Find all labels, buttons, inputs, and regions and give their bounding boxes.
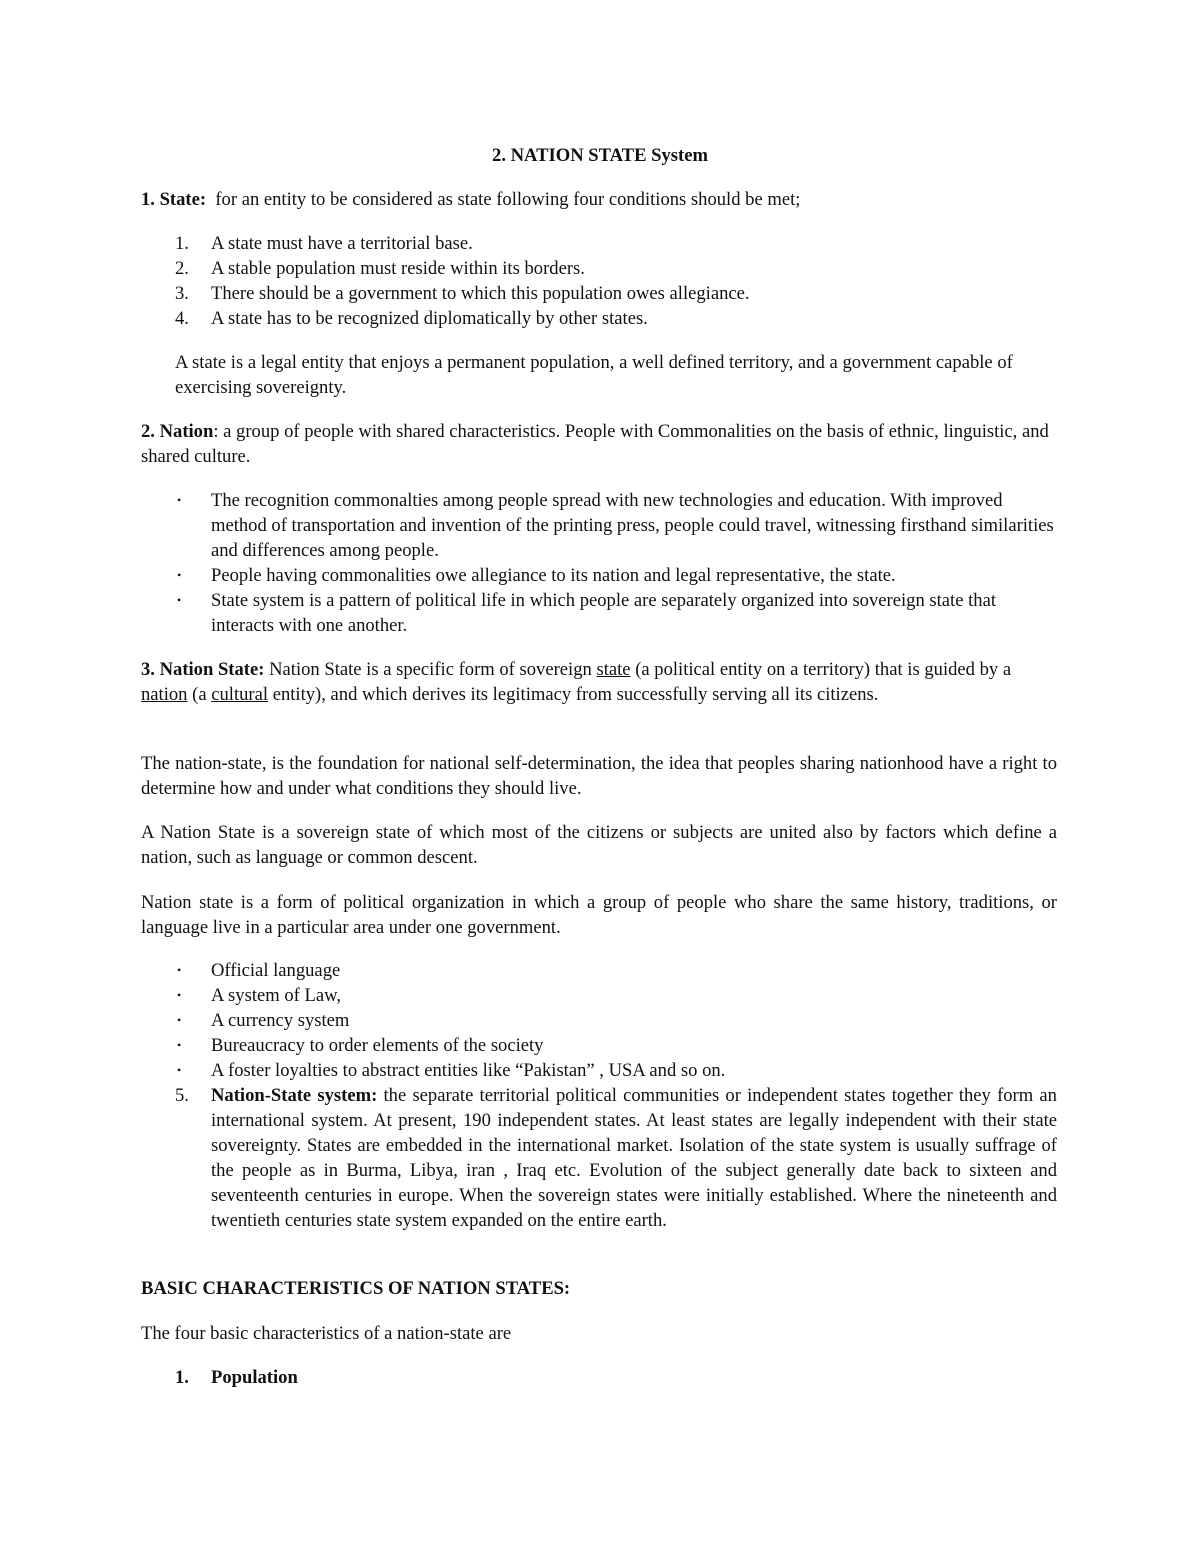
list-item	[141, 1365, 1057, 1390]
nation-state-system-text: the separate territorial political communities or independent states together they form an international system. At present, 190 independent states. At least states are legally independent with their state sovereignty. States are embedded in the international market. Isolation of the state system is usually suffrage of the people as in Burma, Libya, iran , Iraq etc. Evolution of the subject generally date back to sixteen and seventeenth centuries in europe. When the sovereign states were initially established. Where the nineteenth and twentieth centuries state system expanded on the entire earth.	[211, 1085, 1057, 1231]
nation-heading: 2. Nation	[141, 421, 214, 442]
list-item	[141, 306, 1057, 331]
text-run: entity), and which derives its legitimacy from successfully serving all its citizens.	[272, 684, 879, 705]
list-item	[141, 588, 1057, 638]
bullet-icon: •	[177, 988, 182, 1002]
text-run: (a political entity on a territory) that is guided by a	[635, 659, 1012, 680]
state-heading: 1. State:	[141, 189, 207, 210]
bullet-icon: •	[177, 1063, 182, 1077]
section-heading: BASIC CHARACTERISTICS OF NATION STATES:	[141, 1278, 571, 1299]
state-intro-text: for an entity to be considered as state following four conditions should be met;	[215, 189, 801, 210]
nation-state-paragraph	[141, 657, 1057, 707]
list-item	[141, 256, 1057, 281]
characteristics-heading	[141, 1276, 1057, 1301]
characteristics-list	[141, 1365, 1057, 1390]
list-item-text: A foster loyalties to abstract entities like “Pakistan” , USA and so on.	[211, 1060, 726, 1081]
page-title: 2. NATION STATE System	[492, 145, 708, 166]
link-state[interactable]: state	[596, 659, 631, 680]
list-item-text: Bureaucracy to order elements of the society	[211, 1035, 544, 1056]
self-determination-paragraph: The nation-state, is the foundation for national self-determination, the idea that peoples sharing nationhood have a right to determine how and under what conditions they should live.	[141, 753, 1057, 799]
list-marker: 1.	[175, 233, 189, 254]
list-item-text: A currency system	[211, 1010, 350, 1031]
link-cultural[interactable]: cultural	[211, 684, 269, 705]
characteristics-intro: The four basic characteristics of a nation-state are	[141, 1323, 512, 1344]
list-item-text: A system of Law,	[211, 985, 341, 1006]
list-item	[141, 563, 1057, 588]
list-item-text: A state has to be recognized diplomatically by other states.	[211, 308, 648, 329]
list-marker: 5.	[175, 1085, 189, 1106]
bullet-icon: •	[177, 568, 182, 582]
text-run: (a	[192, 684, 207, 705]
list-item	[141, 958, 1057, 983]
list-item	[141, 1033, 1057, 1058]
list-item-text: People having commonalities owe allegiance to its nation and legal representative, the state.	[211, 565, 896, 586]
text-run: Nation State is a specific form of sovereign	[269, 659, 592, 680]
bullet-icon: •	[177, 963, 182, 977]
political-organization-paragraph: Nation state is a form of political organization in which a group of people who share the same history, traditions, or language live in a particular area under one government.	[141, 892, 1057, 938]
list-item-text: Official language	[211, 960, 341, 981]
list-item-text: Population	[211, 1367, 298, 1388]
bullet-icon: •	[177, 1013, 182, 1027]
state-intro	[141, 187, 1057, 212]
list-marker: 2.	[175, 258, 189, 279]
nation-bullets-list	[141, 488, 1057, 638]
list-marker: 4.	[175, 308, 189, 329]
nation-paragraph	[141, 419, 1057, 469]
nation-text: : a group of people with shared characteristics. People with Commonalities on the basis of ethnic, linguistic, and shared culture.	[141, 421, 1049, 467]
list-item-text: A stable population must reside within its borders.	[211, 258, 585, 279]
list-item	[141, 281, 1057, 306]
state-definition: A state is a legal entity that enjoys a permanent population, a well defined territory, and a government capable of exercising sovereignty.	[175, 352, 1013, 398]
list-item-text: State system is a pattern of political life in which people are separately organized into sovereign state that interacts with one another.	[211, 590, 996, 636]
sovereign-state-paragraph: A Nation State is a sovereign state of which most of the citizens or subjects are united also by factors which define a nation, such as language or common descent.	[141, 822, 1057, 868]
list-item-text: The recognition commonalties among people spread with new technologies and education. With improved method of transportation and invention of the printing press, people could travel, witnessing firsthand similarities and differences among people.	[211, 490, 1054, 561]
list-marker: 1.	[175, 1367, 189, 1388]
list-item	[141, 1083, 1057, 1233]
list-item	[141, 488, 1057, 563]
list-item	[141, 231, 1057, 256]
link-nation[interactable]: nation	[141, 684, 188, 705]
list-item	[141, 983, 1057, 1008]
state-conditions-list	[141, 231, 1057, 331]
bullet-icon: •	[177, 593, 182, 607]
list-marker: 3.	[175, 283, 189, 304]
bullet-icon: •	[177, 493, 182, 507]
nation-state-system-heading: Nation-State system:	[211, 1085, 378, 1106]
list-item-text: A state must have a territorial base.	[211, 233, 473, 254]
list-item	[141, 1008, 1057, 1033]
bullet-icon: •	[177, 1038, 182, 1052]
nation-state-heading: 3. Nation State:	[141, 659, 265, 680]
list-item-text: There should be a government to which this population owes allegiance.	[211, 283, 750, 304]
features-list	[141, 958, 1057, 1233]
list-item	[141, 1058, 1057, 1083]
